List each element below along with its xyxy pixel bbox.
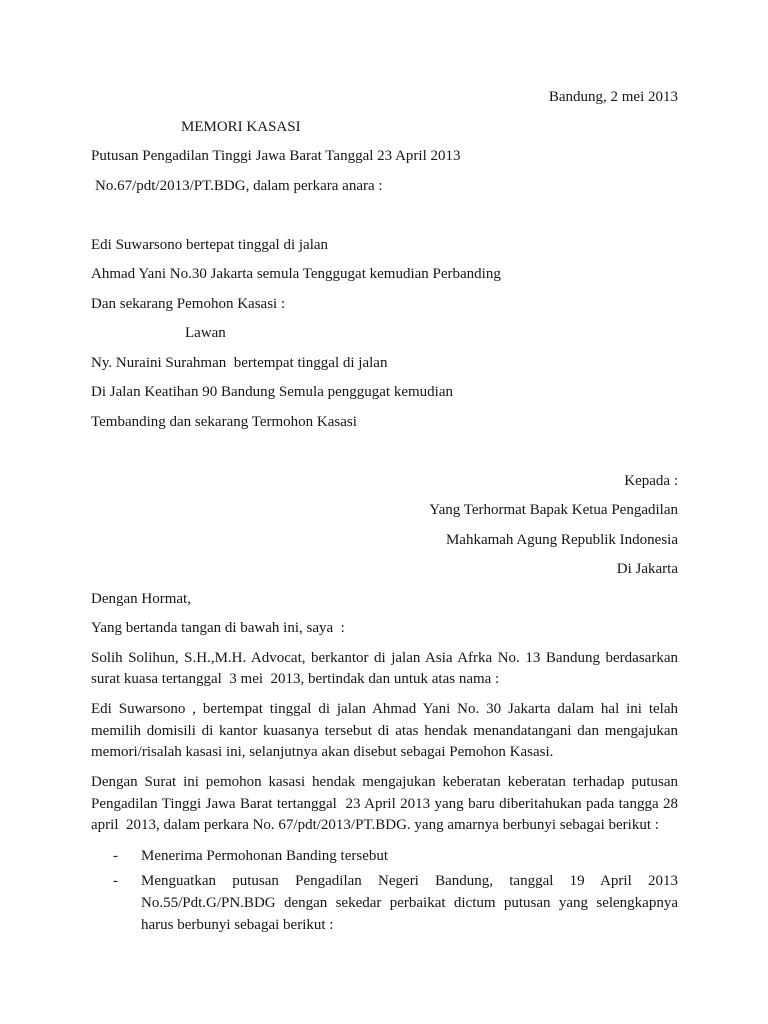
spacer xyxy=(91,441,678,462)
list-item-marker: - xyxy=(113,848,118,864)
versus-label: Lawan xyxy=(185,325,226,341)
recipient-kepada-line: Kepada : xyxy=(624,472,678,489)
verdict-list xyxy=(91,845,682,936)
list-item-text: Menerima Permohonan Banding tersebut xyxy=(141,848,389,864)
list-item xyxy=(113,845,678,867)
principal-paragraph: Edi Suwarsono , bertempat tinggal di jalan Ahmad Yani No. 30 Jakarta dalam hal ini telah memilih domisili di kantor kuasanya tersebut di atas hendak menandatangani dan mengajukan memori/risalah kasasi ini, selanjutnya akan disebut sebagai Pemohon Kasasi. xyxy=(91,701,682,760)
spacer xyxy=(91,205,678,226)
salutation-line: Dengan Hormat, xyxy=(91,590,191,607)
counsel-paragraph: Solih Solihun, S.H.,M.H. Advocat, berkantor di jalan Asia Afrka No. 13 Bandung berdasarkan surat kuasa tertanggal 3 mei 2013, bertindak dan untuk atas nama : xyxy=(91,649,682,687)
document-title: MEMORI KASASI xyxy=(181,118,301,135)
list-item-text: Menguatkan putusan Pengadilan Negeri Bandung, tanggal 19 April 2013 No.55/Pdt.G/PN.BDG dengan sekedar perbaikat dictum putusan yang selengkapnya harus berbunyi sebagai berikut : xyxy=(141,873,682,933)
appellant-status-line: Dan sekarang Pemohon Kasasi : xyxy=(91,295,286,312)
recipient-court-line: Mahkamah Agung Republik Indonesia xyxy=(445,531,678,548)
date-line: Bandung, 2 mei 2013 xyxy=(548,89,678,105)
intro-line: Yang bertanda tangan di bawah ini, saya : xyxy=(91,620,345,636)
appellant-name-line: Edi Suwarsono bertepat tinggal di jalan xyxy=(91,236,329,253)
respondent-address-line: Di Jalan Keatihan 90 Bandung Semula penggugat kemudian xyxy=(91,384,453,400)
case-number-line: No.67/pdt/2013/PT.BDG, dalam perkara anara : xyxy=(95,177,383,194)
list-item-marker: - xyxy=(113,873,118,889)
case-decision-line: Putusan Pengadilan Tinggi Jawa Barat Tanggal 23 April 2013 xyxy=(91,148,461,164)
list-item xyxy=(113,870,682,936)
respondent-name-line: Ny. Nuraini Surahman bertempat tinggal di jalan xyxy=(91,354,388,371)
respondent-status-line: Tembanding dan sekarang Termohon Kasasi xyxy=(91,413,357,430)
objection-paragraph: Dengan Surat ini pemohon kasasi hendak mengajukan keberatan keberatan terhadap putusan Pengadilan Tinggi Jawa Barat tertanggal 23 April 2013 yang baru diberitahukan pada tangga 28 april 2013, dalam perkara No. 67/pdt/2013/PT.BDG. yang amarnya berbunyi sebagai berikut : xyxy=(91,774,682,833)
appellant-address-line: Ahmad Yani No.30 Jakarta semula Tenggugat kemudian Perbanding xyxy=(91,266,501,282)
recipient-honorific-line: Yang Terhormat Bapak Ketua Pengadilan xyxy=(429,502,678,518)
recipient-city-line: Di Jakarta xyxy=(616,561,678,577)
